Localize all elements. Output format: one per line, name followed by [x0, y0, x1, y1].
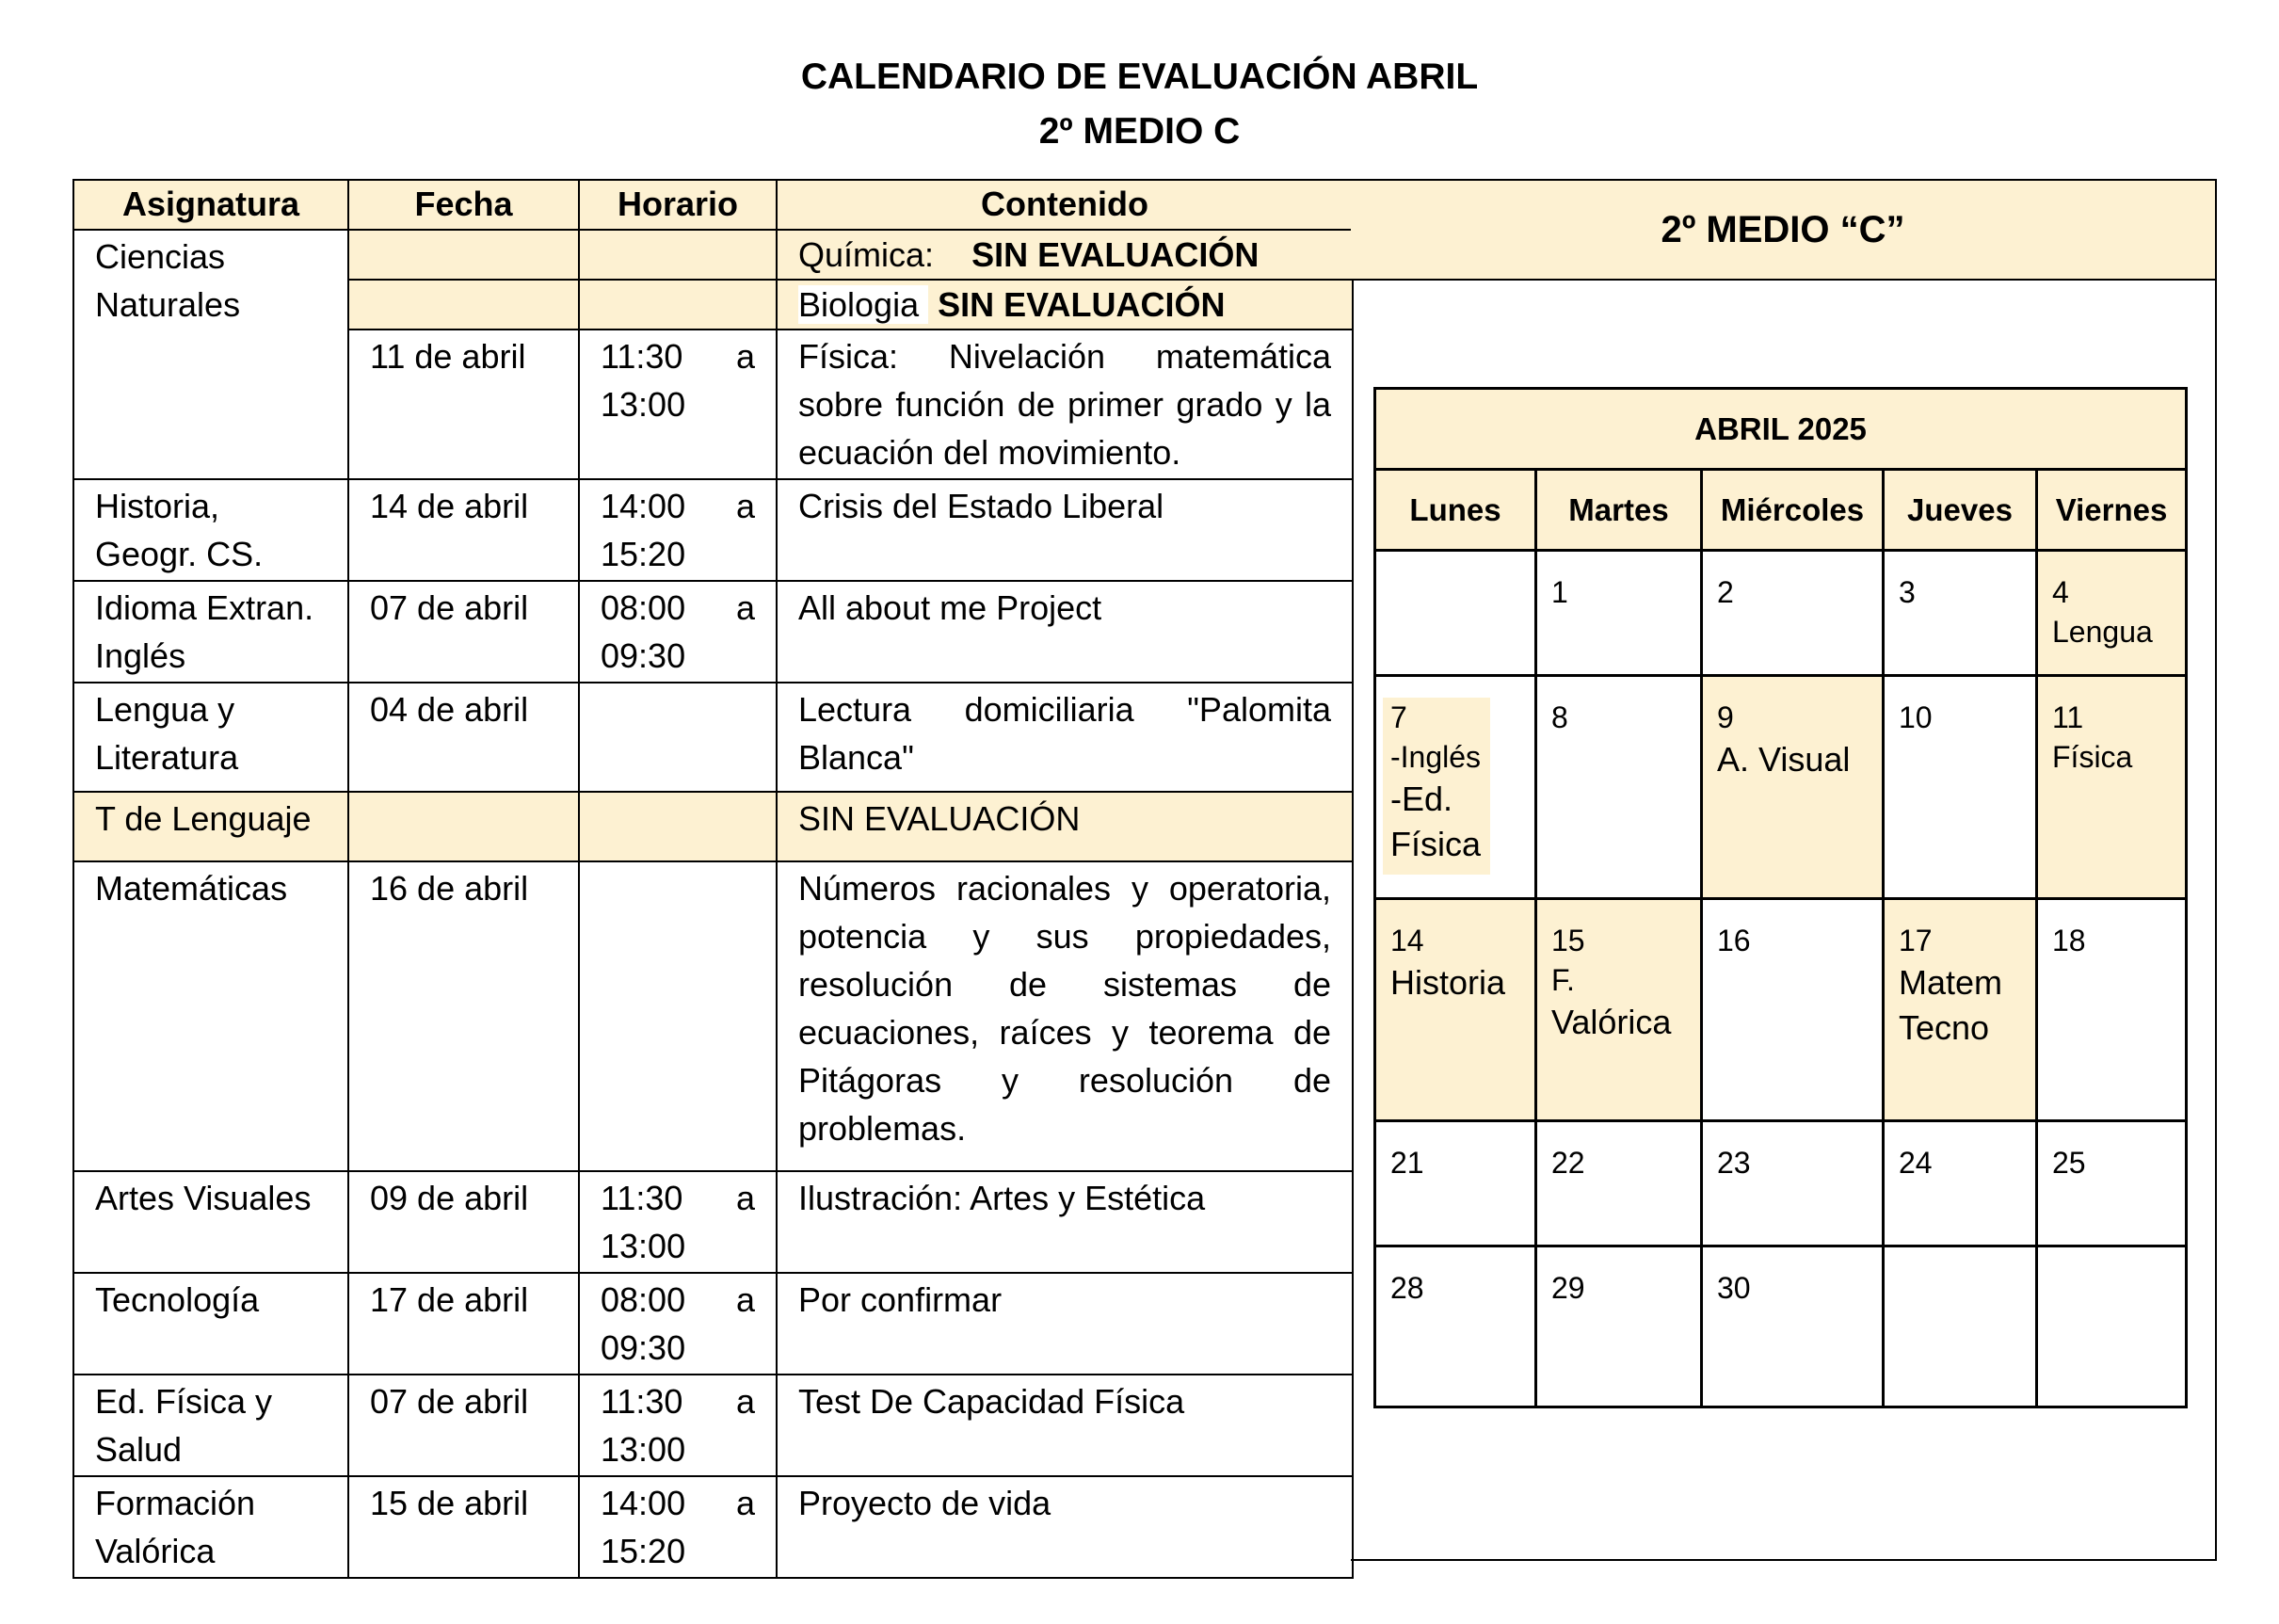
subject-cell: Ciencias Naturales [73, 230, 348, 479]
time-cell [579, 683, 777, 792]
table-row [73, 1375, 1353, 1476]
calendar-day [1884, 1121, 2037, 1246]
date-cell [348, 792, 579, 861]
content-cell: Lectura domiciliaria "Palomita Blanca" [777, 683, 1353, 792]
calendar-day-empty [1884, 1246, 2037, 1407]
content-cell: Crisis del Estado Liberal [777, 479, 1353, 581]
date-cell: 11 de abril [348, 330, 579, 479]
table-row [73, 1273, 1353, 1375]
calendar-day [2037, 1121, 2187, 1246]
calendar-day [1536, 1246, 1702, 1407]
table-row [73, 792, 1353, 861]
table-row [73, 683, 1353, 792]
time-from: 11:30 [601, 1382, 683, 1421]
day-event: -Inglés [1390, 740, 1482, 774]
date-cell: 09 de abril [348, 1171, 579, 1273]
time-cell [579, 479, 777, 581]
calendar-day [1536, 676, 1702, 899]
time-sep: a [735, 487, 755, 525]
day-number: 24 [1899, 1146, 1933, 1180]
subject-cell: Tecnología [73, 1273, 348, 1375]
day-event: F. [1551, 963, 1575, 997]
time-cell [579, 230, 777, 280]
time-to: 13:00 [601, 1227, 686, 1265]
content-cell: Test De Capacidad Física [777, 1375, 1353, 1476]
weekday-label: Martes [1536, 470, 1702, 551]
content-cell: All about me Project [777, 581, 1353, 683]
calendar-day [1702, 551, 1884, 676]
time-cell [579, 1171, 777, 1273]
day-event: Matem [1899, 963, 2003, 1002]
time-from: 14:00 [601, 487, 686, 525]
time-sep: a [735, 1484, 755, 1522]
time-to: 09:30 [601, 1328, 686, 1367]
time-cell [579, 1476, 777, 1578]
weekday-label: Viernes [2037, 470, 2187, 551]
table-row [73, 581, 1353, 683]
time-from: 08:00 [601, 1280, 686, 1319]
day-number: 17 [1899, 924, 1933, 957]
day-number: 18 [2052, 924, 2086, 957]
table-row [73, 230, 1353, 280]
date-cell [348, 230, 579, 280]
day-event: Lengua [2052, 615, 2153, 649]
calendar-day [1702, 899, 1884, 1121]
weekday-label: Lunes [1375, 470, 1536, 551]
calendar-day [1375, 899, 1536, 1121]
day-event: Tecno [1899, 1008, 1990, 1047]
day-number: 15 [1551, 924, 1585, 957]
time-from: 14:00 [601, 1484, 686, 1522]
time-cell [579, 1273, 777, 1375]
calendar-week [1375, 676, 2187, 899]
time-to: 15:20 [601, 535, 686, 573]
calendar-day [1536, 551, 1702, 676]
subject-cell: Formación Valórica [73, 1476, 348, 1578]
calendar-week [1375, 1246, 2187, 1407]
content-cell: Física: Nivelación matemática sobre función de primer grado y la ecuación del movimiento. [777, 330, 1353, 479]
subject-cell: Lengua y Literatura [73, 683, 348, 792]
day-number: 11 [2052, 700, 2084, 734]
header-fecha: Fecha [348, 180, 579, 230]
calendar-day [1375, 1121, 1536, 1246]
date-cell: 04 de abril [348, 683, 579, 792]
april-calendar [1373, 387, 2188, 1408]
day-event: -Ed. [1390, 780, 1453, 818]
time-cell [579, 581, 777, 683]
header-asignatura: Asignatura [73, 180, 348, 230]
day-number: 30 [1717, 1271, 1751, 1305]
calendar-weekday-row [1375, 470, 2187, 551]
time-to: 15:20 [601, 1532, 686, 1570]
day-number: 10 [1899, 700, 1933, 734]
day-number: 9 [1717, 700, 1734, 734]
subject-cell: Ed. Física y Salud [73, 1375, 348, 1476]
calendar-day [1702, 1121, 1884, 1246]
weekday-label: Jueves [1884, 470, 2037, 551]
day-number: 3 [1899, 575, 1916, 609]
content-cell [777, 280, 1353, 330]
content-cell: SIN EVALUACIÓN [777, 792, 1353, 861]
calendar-day [2037, 899, 2187, 1121]
page-subtitle: 2º MEDIO C [1038, 111, 1241, 152]
day-event-highlight [1383, 698, 1490, 875]
day-event: Física [2052, 740, 2133, 774]
content-cell [777, 230, 1353, 280]
subject-cell: Matemáticas [73, 861, 348, 1171]
weekday-label: Miércoles [1702, 470, 1884, 551]
calendar-day [1884, 676, 2037, 899]
date-cell: 07 de abril [348, 1375, 579, 1476]
time-sep: a [735, 1382, 755, 1421]
calendar-day [1536, 1121, 1702, 1246]
date-cell [348, 280, 579, 330]
day-event: A. Visual [1717, 740, 1851, 779]
time-to: 09:30 [601, 636, 686, 675]
day-number: 14 [1390, 924, 1424, 957]
time-from: 11:30 [601, 337, 683, 376]
content-cell: Proyecto de vida [777, 1476, 1353, 1578]
time-cell [579, 792, 777, 861]
time-sep: a [735, 1280, 755, 1319]
header-horario: Horario [579, 180, 777, 230]
day-event: Historia [1390, 963, 1506, 1002]
calendar-day [1375, 1246, 1536, 1407]
day-number: 7 [1390, 700, 1407, 734]
day-number: 1 [1551, 575, 1568, 609]
time-cell [579, 861, 777, 1171]
time-to: 13:00 [601, 1430, 686, 1469]
calendar-day [2037, 676, 2187, 899]
date-cell: 17 de abril [348, 1273, 579, 1375]
time-cell [579, 280, 777, 330]
day-event: Valórica [1551, 1003, 1672, 1041]
time-sep: a [735, 337, 755, 376]
calendar-week [1375, 551, 2187, 676]
biologia-status: SIN EVALUACIÓN [938, 285, 1226, 324]
date-cell: 16 de abril [348, 861, 579, 1171]
calendar-day [2037, 551, 2187, 676]
table-header-row [73, 180, 1353, 230]
subject-cell: Artes Visuales [73, 1171, 348, 1273]
calendar-day [1884, 551, 2037, 676]
day-number: 2 [1717, 575, 1734, 609]
calendar-day-empty [1375, 551, 1536, 676]
calendar-day [1884, 899, 2037, 1121]
biologia-label: Biologia [798, 285, 928, 324]
time-sep: a [735, 1179, 755, 1217]
date-cell: 07 de abril [348, 581, 579, 683]
calendar-day [1702, 1246, 1884, 1407]
calendar-day [1375, 676, 1536, 899]
header-contenido: Contenido [777, 180, 1353, 230]
time-cell [579, 330, 777, 479]
day-number: 22 [1551, 1146, 1585, 1180]
time-from: 08:00 [601, 588, 686, 627]
subject-cell: Historia, Geogr. CS. [73, 479, 348, 581]
calendar-week [1375, 899, 2187, 1121]
time-cell [579, 1375, 777, 1476]
calendar-day [1702, 676, 1884, 899]
calendar-panel-title: 2º MEDIO “C” [1351, 181, 2215, 281]
subject-cell: T de Lenguaje [73, 792, 348, 861]
day-number: 25 [2052, 1146, 2086, 1180]
calendar-week [1375, 1121, 2187, 1246]
day-number: 8 [1551, 700, 1568, 734]
quimica-status: SIN EVALUACIÓN [971, 235, 1260, 274]
day-number: 4 [2052, 575, 2069, 609]
evaluation-table [72, 179, 1354, 1579]
table-row [73, 1171, 1353, 1273]
time-from: 11:30 [601, 1179, 683, 1217]
content-cell: Números racionales y operatoria, potencia y sus propiedades, resolución de sistemas de ecuaciones, raíces y teorema de Pitágoras y resolución de problemas. [777, 861, 1353, 1171]
day-number: 29 [1551, 1271, 1585, 1305]
subject-cell: Idioma Extran. Inglés [73, 581, 348, 683]
table-row [73, 861, 1353, 1171]
quimica-label: Química: [798, 235, 935, 274]
page-title: CALENDARIO DE EVALUACIÓN ABRIL [800, 56, 1479, 97]
table-row [73, 479, 1353, 581]
content-cell: Por confirmar [777, 1273, 1353, 1375]
content-cell: Ilustración: Artes y Estética [777, 1171, 1353, 1273]
calendar-day-empty [2037, 1246, 2187, 1407]
day-number: 21 [1390, 1146, 1424, 1180]
table-row [73, 1476, 1353, 1578]
day-event: Física [1390, 825, 1482, 863]
date-cell: 14 de abril [348, 479, 579, 581]
calendar-month: ABRIL 2025 [1375, 389, 2187, 470]
day-number: 16 [1717, 924, 1751, 957]
calendar-day [1536, 899, 1702, 1121]
time-to: 13:00 [601, 385, 686, 424]
day-number: 28 [1390, 1271, 1424, 1305]
day-number: 23 [1717, 1146, 1751, 1180]
date-cell: 15 de abril [348, 1476, 579, 1578]
time-sep: a [735, 588, 755, 627]
